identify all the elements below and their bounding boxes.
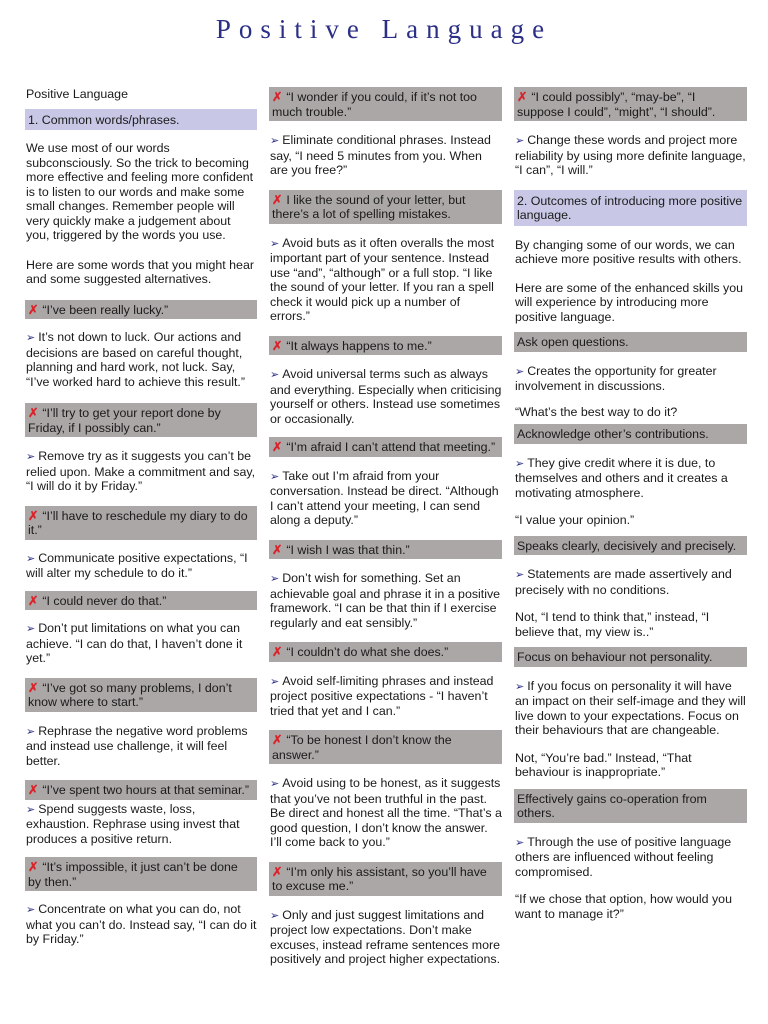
skill-heading: Effectively gains co-operation from others. xyxy=(514,789,747,823)
column-3 xyxy=(515,87,747,921)
arrow-icon: ➢ xyxy=(515,365,525,378)
paragraph: Here are some of the enhanced skills you will experience by introducing more positive language. xyxy=(515,280,743,324)
suggestion: ➢ Remove try as it suggests you can’t be relied upon. Make a commitment and say, “I will do it by Friday.” xyxy=(26,449,256,493)
arrow-icon: ➢ xyxy=(26,332,36,344)
suggestion: ➢ If you focus on personality it will have an impact on their self-image and they will live down to your expectations. Focus on their behaviours that are changeable. xyxy=(515,678,746,737)
arrow-icon: ➢ xyxy=(515,836,525,849)
section-heading: 1. Common words/phrases. xyxy=(25,109,257,131)
suggestion: ➢ Avoid using to be honest, as it suggests that you’ve not been truthful in the past. Be direct and honest all the time. “That’s a good question, I don’t know the answer. I’ll come back to you.” xyxy=(270,776,502,849)
cross-icon: ✗ xyxy=(517,90,528,104)
suggestion: ➢ Spend suggests waste, loss, exhaustion. Rephrase using invest that produces a positive return. xyxy=(26,801,240,846)
phrase-box: ✗ “I’ve been really lucky.” xyxy=(25,300,257,320)
cross-icon: ✗ xyxy=(272,192,283,207)
phrase-box: ✗ “I could possibly”, “may-be”, “I suppose I could”, “might”, “I should”. xyxy=(514,87,747,121)
cross-icon: ✗ xyxy=(28,860,39,874)
arrow-icon: ➢ xyxy=(270,237,280,250)
phrase-box: ✗ “It always happens to me.” xyxy=(269,336,502,356)
arrow-icon: ➢ xyxy=(515,680,525,693)
suggestion: ➢ Don’t wish for something. Set an achievable goal and phrase it in a positive framework. “I can be that thin if I exercise regularly and eat sensibly.” xyxy=(270,571,501,630)
cross-icon: ✗ xyxy=(28,406,39,420)
cross-icon: ✗ xyxy=(28,593,39,608)
arrow-icon: ➢ xyxy=(270,369,280,381)
phrase-box: ✗ “I’m only his assistant, so you’ll have to excuse me.” xyxy=(269,862,502,896)
cross-icon: ✗ xyxy=(272,733,283,747)
example: “What’s the best way to do it? xyxy=(515,404,678,419)
example: Not, “You’re bad.” Instead, “That behaviour is inappropriate.” xyxy=(515,750,692,779)
arrow-icon: ➢ xyxy=(515,457,525,470)
suggestion: ➢ Concentrate on what you can do, not what you can’t do. Instead say, “I can do it by Friday.” xyxy=(26,902,257,946)
phrase-box: ✗ “I could never do that.” xyxy=(25,591,257,611)
arrow-icon: ➢ xyxy=(26,803,36,816)
suggestion: ➢ Through the use of positive language others are influenced without feeling compromised. xyxy=(515,834,732,879)
example: “If we chose that option, how would you want to manage it?” xyxy=(515,892,732,921)
phrase-box: ✗ “I’ll have to reschedule my diary to do it.” xyxy=(25,506,257,540)
suggestion: ➢ Rephrase the negative word problems and instead use challenge, it will feel better. xyxy=(26,723,248,768)
cross-icon: ✗ xyxy=(28,302,39,317)
skill-heading: Focus on behaviour not personality. xyxy=(514,647,747,667)
cross-icon: ✗ xyxy=(272,864,283,879)
phrase-box: ✗ I like the sound of your letter, but there’s a lot of spelling mistakes. xyxy=(269,190,502,224)
arrow-icon: ➢ xyxy=(515,569,525,581)
suggestion: ➢ Avoid self-limiting phrases and instead project positive expectations - “I haven’t tried that yet and I can.” xyxy=(270,673,494,718)
arrow-icon: ➢ xyxy=(26,451,36,463)
phrase-box: ✗ “I’ve spent two hours at that seminar.” xyxy=(25,780,257,800)
cross-icon: ✗ xyxy=(272,645,283,659)
arrow-icon: ➢ xyxy=(26,552,36,565)
suggestion: ➢ Change these words and project more reliability by using more definite language, “I can”, “I will.” xyxy=(515,133,746,177)
intro-heading: Positive Language xyxy=(26,87,128,101)
paragraph: By changing some of our words, we can achieve more positive results with others. xyxy=(515,237,742,266)
cross-icon: ✗ xyxy=(272,90,283,104)
cross-icon: ✗ xyxy=(272,338,283,353)
suggestion: ➢ Don’t put limitations on what you can achieve. “I can do that, I haven’t done it yet.” xyxy=(26,621,243,665)
phrase-box: ✗ “I wish I was that thin.” xyxy=(269,540,502,560)
column-1 xyxy=(26,87,257,947)
phrase-box: ✗ “I’ve got so many problems, I don’t know where to start.” xyxy=(25,678,257,712)
example: “I value your opinion.” xyxy=(515,513,635,527)
phrase-box: ✗ “I wonder if you could, if it’s not too much trouble.” xyxy=(269,87,502,121)
column-2 xyxy=(270,87,502,967)
arrow-icon: ➢ xyxy=(26,904,36,916)
arrow-icon: ➢ xyxy=(26,725,36,738)
suggestion: ➢ Avoid universal terms such as always and everything. Especially when criticising yourself or others. Instead use sometimes or occasionally. xyxy=(270,367,502,426)
skill-heading: Ask open questions. xyxy=(514,332,747,352)
arrow-icon: ➢ xyxy=(270,573,280,585)
page-title: Positive Language xyxy=(215,14,553,44)
cross-icon: ✗ xyxy=(28,508,39,523)
suggestion: ➢ Only and just suggest limitations and project low expectations. Don’t make excuses, instead reframe sentences more positively and project higher expectations. xyxy=(270,907,501,966)
paragraph: We use most of our words subconsciously. So the trick to becoming more effective and feeling more confident is to listen to our words and make some small changes. Remember people will very quickly make a judgement about you, triggered by the words you use. xyxy=(26,141,254,242)
suggestion: ➢ Communicate positive expectations, “I will alter my schedule to do it.” xyxy=(26,550,248,580)
phrase-box: ✗ “I’ll try to get your report done by Friday, if I possibly can.” xyxy=(25,403,257,437)
arrow-icon: ➢ xyxy=(515,135,525,147)
suggestion: ➢ They give credit where it is due, to themselves and others and it creates a motivating atmosphere. xyxy=(515,455,728,500)
phrase-box: ✗ “I’m afraid I can’t attend that meeting.” xyxy=(269,437,502,457)
cross-icon: ✗ xyxy=(272,440,283,454)
arrow-icon: ➢ xyxy=(270,135,280,147)
suggestion: ➢ Avoid buts as it often overalls the most important part of your sentence. Instead use “and”, “although” or a full stop. “I like the sound of your letter. If you ran a spell check it would pick up a number of errors.” xyxy=(270,235,495,323)
suggestion: ➢ Eliminate conditional phrases. Instead say, “I need 5 minutes from you. When are you free?” xyxy=(270,133,491,177)
arrow-icon: ➢ xyxy=(26,623,36,635)
arrow-icon: ➢ xyxy=(270,470,280,483)
phrase-box: ✗ “It’s impossible, it just can’t be done by then.” xyxy=(25,857,257,891)
phrase-box: ✗ “I couldn’t do what she does.” xyxy=(269,642,502,662)
paragraph: Here are some words that you might hear and some suggested alternatives. xyxy=(26,257,254,286)
phrase-box: ✗ “To be honest I don’t know the answer.” xyxy=(269,730,502,764)
section-heading: 2. Outcomes of introducing more positive language. xyxy=(514,190,747,226)
cross-icon: ✗ xyxy=(272,542,283,557)
suggestion: ➢ It’s not down to luck. Our actions and decisions are based on careful thought, planning and hard work, not luck. Say, “I’ve worked hard to achieve this result.” xyxy=(26,330,245,389)
cross-icon: ✗ xyxy=(28,680,39,695)
example: Not, “I tend to think that,” instead, “I believe that, my view is..” xyxy=(515,610,710,639)
cross-icon: ✗ xyxy=(28,783,39,797)
arrow-icon: ➢ xyxy=(270,778,280,790)
skill-heading: Speaks clearly, decisively and precisely. xyxy=(514,536,747,556)
suggestion: ➢ Creates the opportunity for greater involvement in discussions. xyxy=(515,363,717,393)
arrow-icon: ➢ xyxy=(270,909,280,922)
skill-heading: Acknowledge other’s contributions. xyxy=(514,424,747,444)
suggestion: ➢ Take out I’m afraid from your conversation. Instead be direct. “Although I can’t attend your meeting, I can send along a deputy.” xyxy=(270,468,499,527)
arrow-icon: ➢ xyxy=(270,675,280,688)
suggestion: ➢ Statements are made assertively and precisely with no conditions. xyxy=(515,567,732,597)
